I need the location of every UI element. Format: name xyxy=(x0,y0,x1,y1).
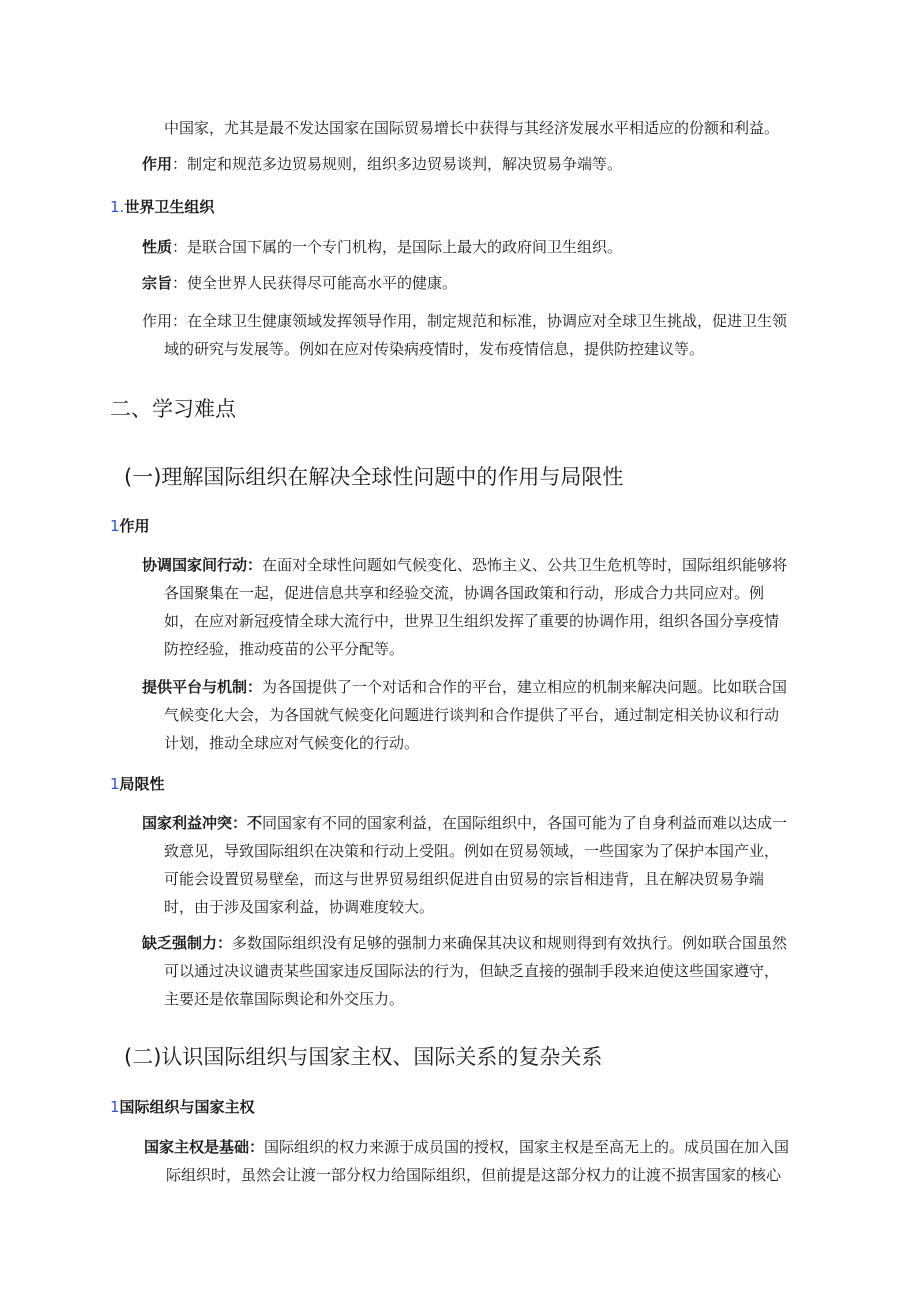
who-role-text: ：在全球卫生健康领域发挥领导作用，制定规范和标准，协调应对全球卫生挑战，促进卫生领 xyxy=(172,312,788,330)
who-role-paragraph xyxy=(142,307,810,363)
who-heading xyxy=(110,196,214,218)
who-nature-label: 性质 xyxy=(142,238,173,256)
role-heading-title: 作用 xyxy=(119,517,150,535)
paragraph-line: 致意见，导致国际组织在决策和行动上受阻。例如在贸易领域，一些国家为了保护本国产业， xyxy=(164,842,780,860)
who-nature-text: ：是联合国下属的一个专门机构，是国际上最大的政府间卫生组织。 xyxy=(172,238,623,256)
wto-role-label: 作用 xyxy=(142,155,173,173)
force-paragraph xyxy=(142,929,810,1013)
paragraph-line: 多数国际组织没有足够的强制力来确保其决议和规则得到有效执行。例如联合国虽然 xyxy=(232,934,788,952)
sovereignty-heading-number: 1 xyxy=(110,1098,120,1116)
who-aim-label: 宗旨 xyxy=(142,274,173,292)
paragraph-line: 时，由于涉及国家利益，协调难度较大。 xyxy=(164,898,435,916)
subsection-title: (二)认识国际组织与国家主权、国际关系的复杂关系 xyxy=(124,1045,603,1069)
role-heading-number: 1 xyxy=(110,517,120,535)
paragraph-line: 可以通过决议谴责某些国家违反国际法的行为，但缺乏直接的强制手段来迫使这些国家遵守， xyxy=(164,962,780,980)
section-title: 二、学习难点 xyxy=(110,397,236,421)
wto-role-paragraph xyxy=(142,150,810,178)
basis-label: 国家主权是基础： xyxy=(144,1138,265,1156)
who-heading-number: 1. xyxy=(110,198,125,216)
limitation-heading-title: 局限性 xyxy=(119,775,165,793)
coordinate-label: 协调国家间行动： xyxy=(142,556,263,574)
sovereignty-heading-title: 国际组织与国家主权 xyxy=(119,1098,255,1116)
paragraph-line: 防控经验，推动疫苗的公平分配等。 xyxy=(164,640,405,658)
sovereignty-heading xyxy=(110,1096,255,1118)
paragraph-line: 中国家，尤其是最不发达国家在国际贸易增长中获得与其经济发展水平相适应的份额和利益。 xyxy=(164,119,780,137)
paragraph-line: 气候变化大会，为各国就气候变化问题进行谈判和合作提供了平台，通过制定相关协议和行动 xyxy=(164,706,780,724)
who-aim-paragraph xyxy=(142,269,810,297)
continued-paragraph xyxy=(142,114,810,142)
paragraph-line: 可能会设置贸易壁垒，而这与世界贸易组织促进自由贸易的宗旨相违背，且在解决贸易争端 xyxy=(164,870,765,888)
wto-role-text: ：制定和规范多边贸易规则，组织多边贸易谈判，解决贸易争端等。 xyxy=(172,155,623,173)
force-label: 缺乏强制力： xyxy=(142,934,233,952)
limitation-heading-number: 1 xyxy=(110,775,120,793)
platform-label: 提供平台与机制： xyxy=(142,678,263,696)
paragraph-line: 域的研究与发展等。例如在应对传染病疫情时，发布疫情信息，提供防控建议等。 xyxy=(164,340,705,358)
paragraph-line: 主要还是依靠国际舆论和外交压力。 xyxy=(164,990,405,1008)
paragraph-line: 各国聚集在一起，促进信息共享和经验交流，协调各国政策和行动，形成合力共同应对。例 xyxy=(164,584,765,602)
subsection-title: (一)理解国际组织在解决全球性问题中的作用与局限性 xyxy=(124,465,624,489)
limitation-heading xyxy=(110,773,165,795)
paragraph-line: 同国家有不同的国家利益，在国际组织中，各国可能为了自身利益而难以达成一 xyxy=(262,814,788,832)
paragraph-line: 际组织时，虽然会让渡一部分权力给国际组织，但前提是这部分权力的让渡不损害国家的核心 xyxy=(166,1166,782,1184)
coordinate-paragraph xyxy=(142,551,810,663)
who-aim-text: ：使全世界人民获得尽可能高水平的健康。 xyxy=(172,274,458,292)
who-nature-paragraph xyxy=(142,233,810,261)
paragraph-line: 计划，推动全球应对气候变化的行动。 xyxy=(164,734,420,752)
paragraph-line: 如，在应对新冠疫情全球大流行中，世界卫生组织发挥了重要的协调作用，组织各国分享疫情 xyxy=(164,612,780,630)
platform-paragraph xyxy=(142,673,810,757)
paragraph-line: 为各国提供了一个对话和合作的平台，建立相应的机制来解决问题。比如联合国 xyxy=(262,678,788,696)
who-role-label: 作用 xyxy=(142,312,173,330)
paragraph-line: 在面对全球性问题如气候变化、恐怖主义、公共卫生危机等时，国际组织能够将 xyxy=(262,556,788,574)
paragraph-line: 国际组织的权力来源于成员国的授权，国家主权是至高无上的。成员国在加入国 xyxy=(264,1138,790,1156)
conflict-label: 国家利益冲突：不 xyxy=(142,814,263,832)
who-heading-title: 世界卫生组织 xyxy=(124,198,215,216)
conflict-paragraph xyxy=(142,809,810,921)
role-heading xyxy=(110,515,150,537)
basis-paragraph xyxy=(144,1133,812,1189)
